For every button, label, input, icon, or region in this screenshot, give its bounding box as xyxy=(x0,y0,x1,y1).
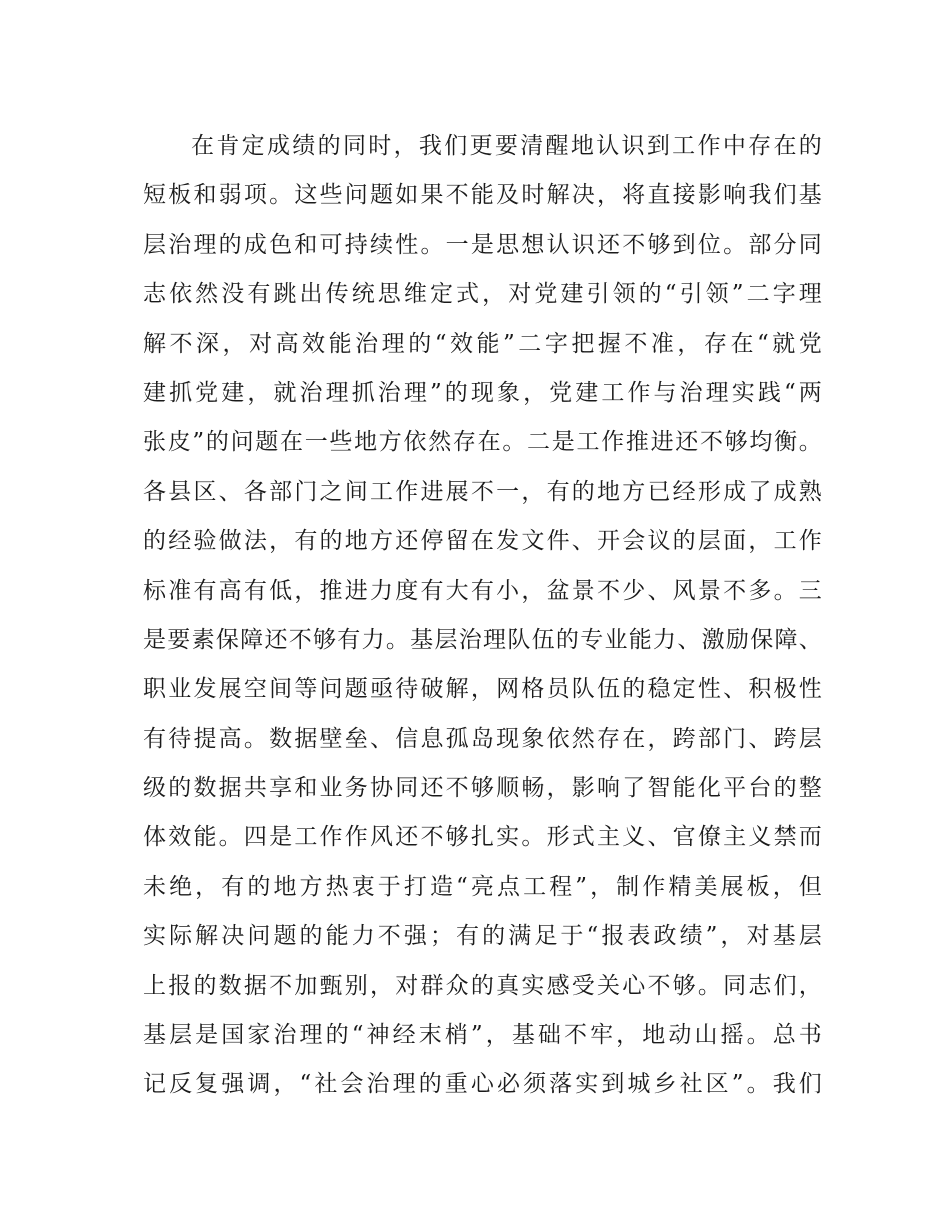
paragraph-line: 记反复强调，“社会治理的重心必须落实到城乡社区”。我们 xyxy=(143,1071,823,1098)
paragraph-line: 级的数据共享和业务协同还不够顺畅，影响了智能化平台的整 xyxy=(143,775,823,802)
paragraph-line: 是要素保障还不够有力。基层治理队伍的专业能力、激励保障、 xyxy=(143,626,823,653)
paragraph-line: 在肯定成绩的同时，我们更要清醒地认识到工作中存在的 xyxy=(191,133,823,159)
paragraph-line: 层治理的成色和可持续性。一是思想认识还不够到位。部分同 xyxy=(143,231,823,258)
paragraph-line: 体效能。四是工作作风还不够扎实。形式主义、官僚主义禁而 xyxy=(143,824,823,851)
paragraph-line: 的经验做法，有的地方还停留在发文件、开会议的层面，工作 xyxy=(143,528,823,555)
paragraph-line: 未绝，有的地方热衷于打造“亮点工程”，制作精美展板，但 xyxy=(143,873,823,900)
paragraph-line: 志依然没有跳出传统思维定式，对党建引领的“引领”二字理 xyxy=(143,281,823,308)
paragraph-line: 各县区、各部门之间工作进展不一，有的地方已经形成了成熟 xyxy=(143,478,823,505)
paragraph-line: 基层是国家治理的“神经末梢”，基础不牢，地动山摇。总书 xyxy=(143,1022,823,1049)
body-paragraph xyxy=(143,122,823,1110)
paragraph-line: 建抓党建，就治理抓治理”的现象，党建工作与治理实践“两 xyxy=(143,379,823,406)
paragraph-line: 解不深，对高效能治理的“效能”二字把握不准，存在“就党 xyxy=(143,330,823,357)
paragraph-line: 短板和弱项。这些问题如果不能及时解决，将直接影响我们基 xyxy=(143,182,823,209)
paragraph-line: 张皮”的问题在一些地方依然存在。二是工作推进还不够均衡。 xyxy=(143,429,823,456)
paragraph-line: 实际解决问题的能力不强；有的满足于“报表政绩”，对基层 xyxy=(143,923,823,950)
paragraph-line: 有待提高。数据壁垒、信息孤岛现象依然存在，跨部门、跨层 xyxy=(143,725,823,752)
paragraph-line: 职业发展空间等问题亟待破解，网格员队伍的稳定性、积极性 xyxy=(143,676,823,703)
paragraph-line: 上报的数据不加甄别，对群众的真实感受关心不够。同志们， xyxy=(143,972,823,999)
paragraph-line: 标准有高有低，推进力度有大有小，盆景不少、风景不多。三 xyxy=(143,577,823,604)
